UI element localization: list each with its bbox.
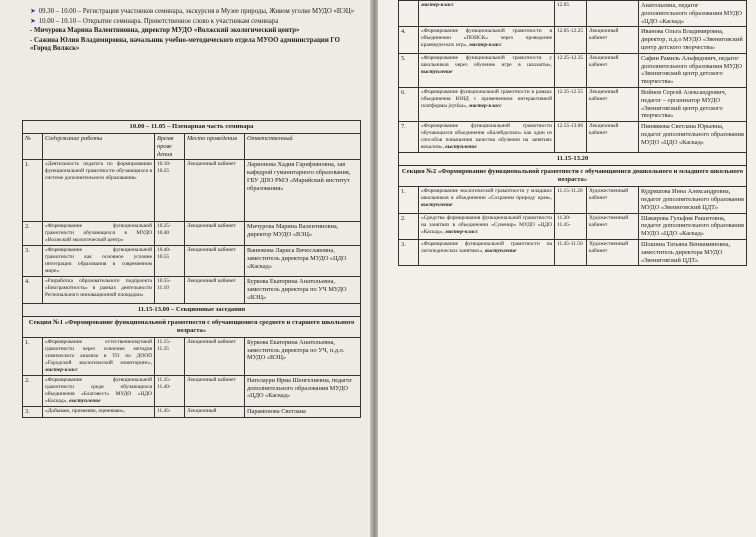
sections-time: 11.15-13.00 – Секционные заседания	[23, 303, 361, 316]
program-table-left	[22, 120, 360, 418]
table-row: 3. «Формирование функциональной грамотности как основное условие интеграции образования в современном мире» 10.40-10.55 Лекционный кабинет Ванюкова Лариса Вячеславовна, заместитель директора МУДО «ЦДО «Каскад»	[23, 246, 361, 277]
table-header: № Содержание работы Время прове дения Место проведения Ответственный	[23, 134, 361, 160]
intro-line-4: - Сажина Юлия Владимировна, начальник учебно-методического отдела МУОО администрации ГО «Город Волжск»	[30, 36, 340, 53]
plenary-title: 10.00 – 11.05 – Пленарная часть семинара	[23, 121, 361, 134]
table-row: 3. «Добываю, применяю, оцениваю», 11.45- Лекционный Парамонова Светлана	[23, 406, 361, 417]
section2-time: 11.15-13.20	[399, 153, 747, 166]
section1-title: Секция №1 «Формирование функциональной грамотности с обучающимися среднего и старшего школьного возраста»	[23, 316, 361, 337]
right-page	[378, 0, 756, 537]
table-row: 1. «Формирование экологической грамотности у младших школьников в объединении «Сохраним природу края», выступление 11.15-11.20 Художественный кабинет Кудряшова Инна Александровна, педагог дополнительного образования МУДО «Звениговский ЦДТ»	[399, 187, 747, 213]
intro-block	[30, 8, 360, 55]
intro-line-3: - Мичурова Марина Валентиновна, директор МУДО «Волжский экологический центр»	[30, 27, 300, 35]
table-row: 6. «Формирование функциональной грамотности в рамках объединения ЮИД с применением интерактивной платформы joytika», мастер-класс 12.35-12.55 Лекционный кабинет Войнов Сергей Александрович, педагог – организатор МУДО «Звениговский центр детского творчества»	[399, 87, 747, 121]
intro-line-1: ➤ 09.30 – 10.00 – Регистрация участников семинара, экскурсия в Музее природы, Живом уголке МУДО «ВЭЦ»	[30, 8, 355, 15]
table-row: 3. «Формирование функциональной грамотности на логопедических занятиях», выступление 11.45-11.50 Художественный кабинет Шошина Татьяна Вениаминовна, заместитель директора МУДО «Звениговский ЦДТ»	[399, 239, 747, 265]
table-row: 5. «Формирование функциональной грамотности у школьников через обучение игре в шахматы», выступление 12.25-12.35 Лекционный кабинет Сафин Рамиль Альфидович, педагог дополнительного образования МУДО «Звениговский центр детского творчества»	[399, 53, 747, 87]
table-row: 4. «Разработка образовательного подпроекта «Биограмотность» в рамках деятельности Регионального инновационной площадки» 10.55-11.10 Лекционный кабинет Буркова Екатерина Анатольевна, заместитель директора по УЧ МУДО «ВЭЦ»	[23, 277, 361, 303]
table-row: 2. «Формирование функциональной грамотности обучающихся в МУДО «Волжский экологический центр» 10.25-10.40 Лекционный кабинет Мичурова Марина Валентиновна, директор МУДО «ВЭЦ»	[23, 222, 361, 246]
program-table-right	[398, 0, 746, 266]
table-row: 4. «Формирование функциональной грамотности в объединении «ПОИСК» через проведение краеведческих игр», мастер-класс 12.05-12.25 Лекционный кабинет Иванова Ольга Владимировна, директор, п.д.о МУДО «Звениговский центр детского творчества»	[399, 27, 747, 53]
table-row: 2. «Средства формирования функциональной грамотности на занятиях в объединении «Сувенир» МУДО «ЦДО «Каскад», мастер-класс 11.20-11.45- Художественный кабинет Шакирова Гульфия Рашитовна, педагог дополнительного образования МУДО «ЦДО «Каскад»	[399, 213, 747, 239]
arrow-bullet-icon: ➤	[30, 8, 36, 15]
table-row: 1. «Формирование естественнонаучной грамотности через освоение методов химического анализа в ТО по ДООП «Городской экологический мониторинг», мастер-класс 11.15-11.35 Лекционный кабинет Буркова Екатерина Анатольевна, заместитель директора по УЧ, п.д.о. МУДО «ВЭЦ»	[23, 337, 361, 375]
table-row: 1. «Деятельность педагога по формированию функциональной грамотности обучающихся в системе дополнительного образования» 10.10-10.25 Лекционный кабинет Ларионова Хадия Гарифзяновна, зав кафедрой гуманитарного образования, ГБУ ДПО РМЭ «Марийский институт образования»	[23, 160, 361, 222]
left-page	[0, 0, 372, 537]
table-row: мастер-класс 12.05 Анатольевна, педагог дополнительного образования МУДО «ЦДО «Каскад»	[399, 1, 747, 27]
section2-title: Секция №2 «Формирование функциональной грамотности с обучающимися дошкольного и младшего школьного возраста»	[399, 166, 747, 187]
arrow-bullet-icon: ➤	[30, 17, 36, 25]
table-row: 2. «Формирование функциональной грамотности среди обучающихся объединения «Благовест» МУДО «ЦДО «Каскад», выступление 11.35-11.40- Лекционный кабинет Нателаури Ирма Шенгелиевна, педагог дополнительного образования МУДО «ЦДО «Каскад»	[23, 375, 361, 406]
table-row: 7. «Формирование функциональной грамотности обучающихся объединения «Калейдоскоп» как один из способов повышения качества обучения на занятиях вокалом», выступление 12.55-13.00 Лекционный кабинет Пинявкова Светлана Юрьевна, педагог дополнительного образования МУДО «ЦДО «Каскад»	[399, 122, 747, 153]
intro-line-2: ➤ 10.00 – 10.10 – Открытие семинара. Приветственное слово к участникам семинара	[30, 17, 279, 25]
